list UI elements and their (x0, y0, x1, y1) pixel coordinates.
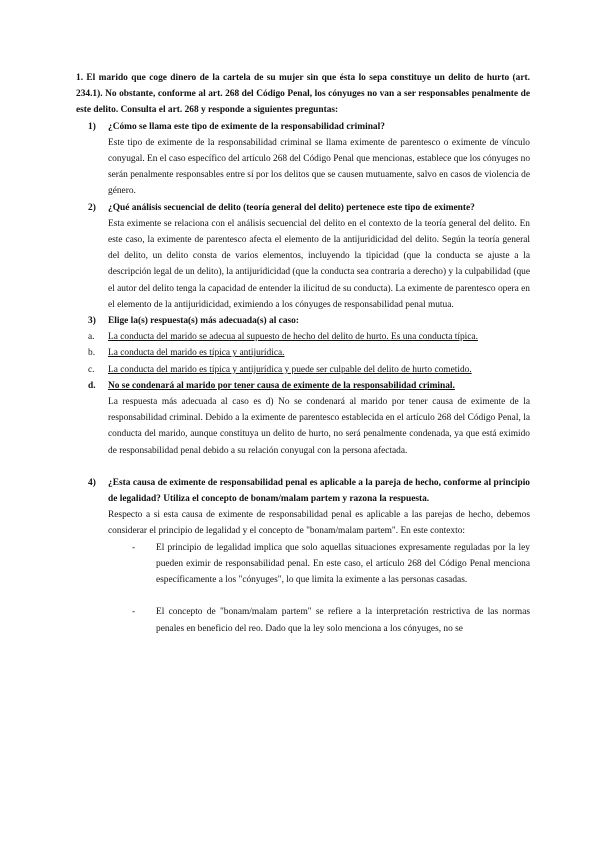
option-c (76, 362, 530, 378)
answer-4: Respecto a si esta causa de eximente de responsabilidad penal es aplicable a las parejas de hecho, debemos considerar el principio de legalidad y el concepto de "bonam/malam partem". En este contexto: (108, 510, 530, 537)
question-4-number: 4) (88, 477, 96, 488)
question-3-number: 3) (88, 316, 96, 327)
option-d-letter: d. (88, 380, 96, 391)
exercise-statement: 1. El marido que coge dinero de la cartela de su mujer sin que ésta lo sepa constituye un delito de hurto (art. 234.1). No obstante, conforme al art. 268 del Código Penal, los cónyuges no van a ser responsables penalmente de este delito. Consulta el art. 268 y responde a siguientes preguntas: (76, 73, 530, 116)
question-3 (76, 313, 530, 329)
question-4-text: ¿Esta causa de eximente de responsabilidad penal es aplicable a la pareja de hecho, conforme al principio de legalidad? Utiliza el concepto de bonam/malam partem y razona la respuesta. (108, 477, 530, 505)
spacer (76, 459, 530, 475)
option-a-text: La conducta del marido se adecua al supuesto de hecho del delito de hurto. Es una conducta típica. (108, 332, 478, 343)
question-4 (76, 475, 530, 507)
option-a-letter: a. (88, 332, 95, 343)
bullet-dash: - (132, 607, 136, 618)
question-2-text: ¿Qué análisis secuencial de delito (teoría general del delito) pertenece este tipo de eximente? (108, 202, 475, 213)
option-b-text: La conducta del marido es típica y antijurídica. (108, 348, 285, 359)
bullet-dash: - (132, 542, 136, 553)
question-2-number: 2) (88, 202, 96, 213)
option-a (76, 329, 530, 345)
question-1-number: 1) (88, 121, 96, 132)
option-d (76, 378, 530, 394)
answer-1: Este tipo de eximente de la responsabilidad criminal se llama eximente de parentesco o eximente de vínculo conyugal. En el caso específico del artículo 268 del Código Penal que mencionas, establece que los cónyuges no serán penalmente responsables entre sí por los delitos que se causen mutuamente, salvo en casos de violencia de género. (108, 137, 531, 197)
bullet-text: El principio de legalidad implica que solo aquellas situaciones expresamente reguladas por la ley pueden eximir de responsabilidad penal. En este caso, el artículo 268 del Código Penal menciona específicamente a los "cónyuges", lo que limita la eximente a las personas casadas. (156, 542, 530, 586)
option-c-letter: c. (88, 364, 95, 375)
answer-2: Esta eximente se relaciona con el análisis secuencial del delito en el contexto de la teoría general del delito. En este caso, la eximente de parentesco afecta el elemento de la antijuridicidad del delito. Según la teoría general del delito, un delito consta de varios elementos, incluyendo la tipicidad (que la conducta se ajuste a la descripción legal de un delito), la antijuridicidad (que la conducta sea contraria a derecho) y la culpabilidad (que el autor del delito tenga la capacidad de entender la ilicitud de su conducta). La eximente de parentesco opera en el elemento de la antijuridicidad, eximiendo a los cónyuges de responsabilidad penal mutua. (108, 218, 530, 310)
answer-3: La respuesta más adecuada al caso es d) No se condenará al marido por tener causa de eximente de la responsabilidad criminal. Debido a la eximente de parentesco establecida en el artículo 268 del Código Penal, la conducta del marido, aunque constituya un delito de hurto, no será penalmente condenada, ya que está eximido de responsabilidad penal debido a su relación conyugal con la persona afectada. (108, 397, 530, 456)
question-1-text: ¿Cómo se llama este tipo de eximente de la responsabilidad criminal? (108, 121, 385, 132)
question-3-text: Elige la(s) respuesta(s) más adecuada(s) al caso: (108, 316, 299, 327)
option-b (76, 345, 530, 361)
option-b-letter: b. (88, 348, 96, 359)
spacer (76, 588, 530, 604)
bullet-item (76, 540, 530, 589)
bullet-item (76, 604, 530, 636)
option-c-text: La conducta del marido es típica y antijurídica y puede ser culpable del delito de hurto cometido. (108, 364, 472, 375)
option-d-text: No se condenará al marido por tener causa de eximente de la responsabilidad criminal. (108, 380, 455, 391)
question-2 (76, 200, 530, 216)
question-1 (76, 119, 530, 135)
bullet-text: El concepto de "bonam/malam partem" se refiere a la interpretación restrictiva de las normas penales en beneficio del reo. Dado que la ley solo menciona a los cónyuges, no se (156, 607, 530, 634)
